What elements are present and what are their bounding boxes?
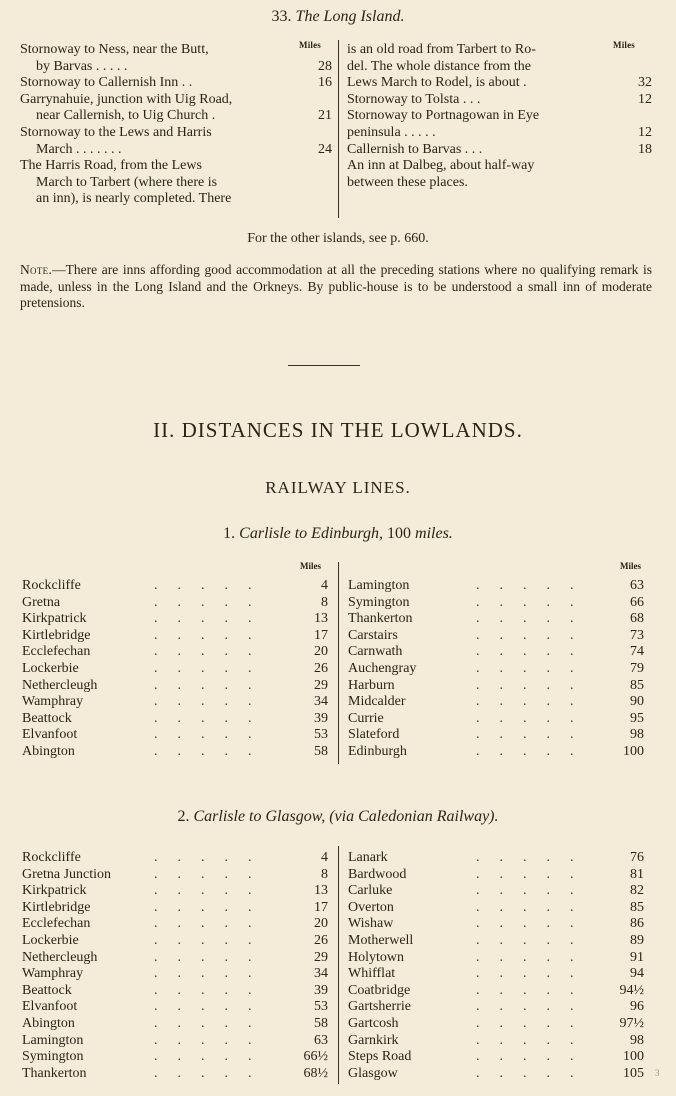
note-paragraph	[20, 262, 652, 312]
station-row	[348, 611, 644, 628]
station-name: Coatbridge	[348, 982, 411, 998]
station-name: Nethercleugh	[22, 677, 98, 693]
corner-mark: 3	[655, 1068, 660, 1078]
station-row	[348, 933, 644, 950]
entry-line: Stornoway to Portnagowan in Eye	[347, 108, 540, 124]
station-name: Kirtlebridge	[22, 627, 91, 643]
station-row	[348, 1033, 644, 1050]
leader-dots: .....	[154, 1015, 272, 1031]
subsection-title: RAILWAY LINES.	[265, 478, 411, 497]
leader-dots: .....	[476, 932, 594, 948]
station-row	[22, 867, 328, 884]
route-1-divider	[338, 562, 339, 764]
station-miles: 20	[314, 916, 328, 932]
station-row	[348, 694, 644, 711]
route-1-title	[0, 525, 676, 543]
station-name: Midcalder	[348, 694, 406, 710]
station-name: Thankerton	[348, 611, 413, 627]
entry-line: March . . . . . . .	[36, 141, 122, 157]
leader-dots: .....	[154, 594, 272, 610]
station-name: Carluke	[348, 883, 393, 899]
entry-line: is an old road from Tarbert to Ro-	[347, 42, 536, 57]
station-miles: 90	[630, 694, 644, 710]
station-name: Nethercleugh	[22, 949, 98, 965]
route-2-title	[0, 808, 676, 826]
station-name: Slateford	[348, 727, 400, 743]
station-miles: 81	[630, 866, 644, 882]
leader-dots: .....	[154, 1049, 272, 1065]
leader-dots: .....	[476, 594, 594, 610]
station-miles: 53	[314, 999, 328, 1015]
station-name: Steps Road	[348, 1049, 412, 1065]
leader-dots: .....	[154, 949, 272, 965]
leader-dots: .....	[476, 694, 594, 710]
station-miles: 100	[623, 743, 644, 759]
leader-dots: .....	[476, 866, 594, 882]
station-miles: 96	[630, 999, 644, 1015]
route-2-divider	[338, 846, 339, 1084]
leader-dots: .....	[154, 966, 272, 982]
station-miles: 8	[321, 866, 328, 882]
station-name: Beattock	[22, 982, 72, 998]
distance-entry	[20, 158, 332, 208]
route-1-name: Carlisle to Edinburgh,	[239, 525, 384, 542]
station-miles: 91	[630, 949, 644, 965]
leader-dots: .....	[476, 677, 594, 693]
station-name: Holytown	[348, 949, 404, 965]
entry-line: Callernish to Barvas . . .	[347, 141, 483, 157]
station-row	[348, 966, 644, 983]
station-row	[22, 1016, 328, 1033]
station-name: Elvanfoot	[22, 727, 78, 743]
leader-dots: .....	[476, 883, 594, 899]
station-miles: 4	[321, 578, 328, 593]
station-name: Gartsherrie	[348, 999, 411, 1015]
leader-dots: .....	[154, 916, 272, 932]
entry-line: The Harris Road, from the Lews	[20, 158, 202, 174]
station-miles: 66½	[303, 1049, 328, 1065]
station-name: Lanark	[348, 850, 388, 865]
route-2-left-column	[22, 850, 328, 1082]
distance-entry	[347, 142, 652, 159]
entry-line: by Barvas . . . . .	[36, 58, 128, 74]
station-row	[348, 867, 644, 884]
leader-dots: .....	[154, 932, 272, 948]
heading-number: 33.	[271, 8, 292, 25]
station-miles: 68	[630, 611, 644, 627]
leader-dots: .....	[476, 1065, 594, 1081]
station-name: Lockerbie	[22, 660, 79, 676]
leader-dots: .....	[154, 883, 272, 899]
leader-dots: .....	[476, 1032, 594, 1048]
station-miles: 95	[630, 710, 644, 726]
station-miles: 29	[314, 677, 328, 693]
station-miles: 13	[314, 611, 328, 627]
station-miles: 76	[630, 850, 644, 865]
station-miles: 86	[630, 916, 644, 932]
station-name: Wamphray	[22, 966, 84, 982]
leader-dots: .....	[154, 1032, 272, 1048]
leader-dots: .....	[154, 850, 272, 865]
entry-line: Lews March to Rodel, is about .	[347, 75, 527, 91]
distance-entry	[20, 75, 332, 92]
station-miles: 4	[321, 850, 328, 865]
leader-dots: .....	[476, 1015, 594, 1031]
note-label: Note.	[20, 262, 53, 277]
leader-dots: .....	[154, 710, 272, 726]
station-name: Lockerbie	[22, 932, 79, 948]
station-miles: 73	[630, 627, 644, 643]
station-row	[348, 1049, 644, 1066]
route-1-distance: 100	[387, 525, 412, 542]
station-row	[22, 644, 328, 661]
station-name: Carnwath	[348, 644, 403, 660]
station-row	[22, 611, 328, 628]
station-miles: 20	[314, 644, 328, 660]
station-miles: 85	[630, 899, 644, 915]
leader-dots: .....	[476, 999, 594, 1015]
station-miles: 63	[314, 1032, 328, 1048]
station-miles: 74	[630, 644, 644, 660]
station-row	[348, 644, 644, 661]
station-row	[348, 628, 644, 645]
station-row	[22, 1066, 328, 1083]
station-name: Gartcosh	[348, 1015, 399, 1031]
leader-dots: .....	[154, 866, 272, 882]
station-name: Kirkpatrick	[22, 611, 87, 627]
distance-entry	[20, 42, 332, 75]
station-miles: 105	[623, 1065, 644, 1081]
station-miles: 82	[630, 883, 644, 899]
station-row	[22, 678, 328, 695]
entry-miles: 16	[318, 75, 332, 91]
entry-line: del. The whole distance from the	[347, 58, 532, 74]
entry-line: Garrynahuie, junction with Uig Road,	[20, 91, 233, 107]
station-name: Symington	[348, 594, 410, 610]
entry-line: an inn), is nearly completed. There	[36, 191, 232, 207]
station-miles: 39	[314, 710, 328, 726]
station-row	[22, 883, 328, 900]
station-miles: 26	[314, 660, 328, 676]
station-miles: 17	[314, 899, 328, 915]
station-name: Rockcliffe	[22, 578, 81, 593]
leader-dots: .....	[476, 899, 594, 915]
station-row	[348, 950, 644, 967]
station-row	[348, 711, 644, 728]
station-row	[22, 966, 328, 983]
station-name: Edinburgh	[348, 743, 407, 759]
leader-dots: .....	[154, 627, 272, 643]
leader-dots: .....	[476, 1049, 594, 1065]
station-name: Garnkirk	[348, 1032, 399, 1048]
route-2-number: 2.	[177, 808, 190, 825]
leader-dots: .....	[154, 999, 272, 1015]
leader-dots: .....	[154, 899, 272, 915]
entry-miles: 12	[638, 124, 652, 140]
other-islands-note: For the other islands, see p. 660.	[247, 231, 429, 246]
station-row	[22, 916, 328, 933]
station-miles: 39	[314, 982, 328, 998]
station-name: Ecclefechan	[22, 916, 91, 932]
distance-entry	[20, 92, 332, 125]
station-name: Symington	[22, 1049, 84, 1065]
entry-line: Stornoway to Ness, near the Butt,	[20, 42, 209, 57]
long-island-right-column	[347, 42, 652, 191]
miles-header-right: Miles	[613, 40, 635, 50]
station-name: Wishaw	[348, 916, 394, 932]
station-row	[348, 678, 644, 695]
station-name: Kirkpatrick	[22, 883, 87, 899]
route-1-left-column	[22, 578, 328, 761]
leader-dots: .....	[154, 578, 272, 593]
station-name: Gretna Junction	[22, 866, 112, 882]
leader-dots: .....	[476, 710, 594, 726]
station-row	[348, 883, 644, 900]
station-name: Currie	[348, 710, 384, 726]
station-row	[348, 850, 644, 867]
station-row	[348, 900, 644, 917]
station-name: Auchengray	[348, 660, 417, 676]
station-row	[22, 900, 328, 917]
station-row	[22, 744, 328, 761]
leader-dots: .....	[154, 727, 272, 743]
leader-dots: .....	[154, 1065, 272, 1081]
station-miles: 8	[321, 594, 328, 610]
route-2-name: Carlisle to Glasgow,	[193, 808, 326, 825]
station-row	[22, 1033, 328, 1050]
station-row	[348, 727, 644, 744]
station-miles: 34	[314, 966, 328, 982]
route-1-unit: miles.	[415, 525, 453, 542]
station-name: Elvanfoot	[22, 999, 78, 1015]
station-miles: 29	[314, 949, 328, 965]
station-miles: 94	[630, 966, 644, 982]
station-name: Glasgow	[348, 1065, 398, 1081]
entry-miles: 28	[318, 58, 332, 74]
station-miles: 58	[314, 743, 328, 759]
long-island-heading	[0, 8, 676, 26]
station-miles: 94½	[619, 982, 644, 998]
distance-entry	[347, 42, 652, 92]
section-title: II. DISTANCES IN THE LOWLANDS.	[153, 418, 523, 442]
station-miles: 97½	[619, 1015, 644, 1031]
leader-dots: .....	[476, 916, 594, 932]
station-row	[22, 999, 328, 1016]
station-row	[22, 1049, 328, 1066]
leader-dots: .....	[154, 982, 272, 998]
note-text: —There are inns affording good accommodation at all the preceding stations where no qualifying remark is made, unless in the Long Island and the Orkneys. By public-house is to be understood a small inn of moderate pretensions.	[20, 262, 652, 310]
station-name: Whifflat	[348, 966, 396, 982]
station-row	[22, 983, 328, 1000]
station-miles: 98	[630, 727, 644, 743]
station-miles: 58	[314, 1015, 328, 1031]
leader-dots: .....	[154, 677, 272, 693]
station-miles: 66	[630, 594, 644, 610]
station-row	[348, 1016, 644, 1033]
station-miles: 98	[630, 1032, 644, 1048]
station-name: Lamington	[348, 578, 410, 593]
entry-miles: 32	[638, 75, 652, 91]
station-miles: 17	[314, 627, 328, 643]
route-1-miles-header-right: Miles	[620, 561, 641, 571]
station-miles: 13	[314, 883, 328, 899]
leader-dots: .....	[476, 966, 594, 982]
leader-dots: .....	[476, 727, 594, 743]
station-row	[22, 595, 328, 612]
leader-dots: .....	[476, 578, 594, 593]
station-name: Lamington	[22, 1032, 84, 1048]
station-row	[22, 850, 328, 867]
station-name: Harburn	[348, 677, 395, 693]
station-name: Bardwood	[348, 866, 407, 882]
entry-line: near Callernish, to Uig Church .	[36, 108, 216, 124]
station-name: Abington	[22, 1015, 75, 1031]
station-name: Beattock	[22, 710, 72, 726]
distance-entry	[20, 125, 332, 158]
entry-miles: 24	[318, 141, 332, 157]
entry-line: Stornoway to Callernish Inn . .	[20, 75, 193, 91]
station-name: Kirtlebridge	[22, 899, 91, 915]
station-row	[348, 1066, 644, 1083]
leader-dots: .....	[154, 694, 272, 710]
station-miles: 89	[630, 932, 644, 948]
leader-dots: .....	[154, 660, 272, 676]
station-row	[22, 628, 328, 645]
station-miles: 26	[314, 932, 328, 948]
leader-dots: .....	[476, 743, 594, 759]
station-name: Wamphray	[22, 694, 84, 710]
station-row	[348, 595, 644, 612]
station-name: Gretna	[22, 594, 61, 610]
route-1-number: 1.	[223, 525, 236, 542]
column-divider	[338, 40, 339, 218]
station-name: Rockcliffe	[22, 850, 81, 865]
station-miles: 34	[314, 694, 328, 710]
entry-line: peninsula . . . . .	[347, 124, 436, 140]
station-row	[22, 578, 328, 595]
heading-title: The Long Island.	[295, 8, 405, 25]
long-island-left-column	[20, 42, 332, 208]
distance-entry	[347, 108, 652, 141]
leader-dots: .....	[154, 611, 272, 627]
station-name: Abington	[22, 743, 75, 759]
station-miles: 85	[630, 677, 644, 693]
miles-header-left: Miles	[299, 40, 321, 50]
station-name: Motherwell	[348, 932, 414, 948]
station-miles: 79	[630, 660, 644, 676]
distance-entry	[347, 92, 652, 109]
station-row	[22, 727, 328, 744]
leader-dots: .....	[476, 644, 594, 660]
entry-miles: 21	[318, 108, 332, 124]
station-row	[348, 578, 644, 595]
station-name: Carstairs	[348, 627, 398, 643]
route-2-right-column	[348, 850, 644, 1082]
station-row	[348, 983, 644, 1000]
leader-dots: .....	[476, 611, 594, 627]
section-rule	[288, 365, 360, 366]
station-row	[22, 711, 328, 728]
station-miles: 68½	[303, 1065, 328, 1081]
station-miles: 100	[623, 1049, 644, 1065]
station-row	[22, 950, 328, 967]
station-name: Overton	[348, 899, 394, 915]
leader-dots: .....	[476, 949, 594, 965]
route-2-via: (via Caledonian Railway).	[329, 808, 499, 825]
leader-dots: .....	[476, 660, 594, 676]
route-1-miles-header-left: Miles	[300, 561, 321, 571]
entry-line: between these places.	[347, 174, 468, 190]
entry-line: An inn at Dalbeg, about half-way	[347, 158, 535, 174]
leader-dots: .....	[476, 627, 594, 643]
entry-line: Stornoway to the Lews and Harris	[20, 124, 212, 140]
station-row	[22, 661, 328, 678]
station-row	[348, 916, 644, 933]
station-name: Thankerton	[22, 1065, 87, 1081]
station-miles: 63	[630, 578, 644, 593]
distance-entry	[347, 158, 652, 191]
leader-dots: .....	[154, 743, 272, 759]
station-row	[22, 933, 328, 950]
station-row	[348, 744, 644, 761]
leader-dots: .....	[154, 644, 272, 660]
entry-line: March to Tarbert (where there is	[36, 174, 218, 190]
station-name: Ecclefechan	[22, 644, 91, 660]
entry-miles: 12	[638, 91, 652, 107]
entry-line: Stornoway to Tolsta . . .	[347, 91, 481, 107]
entry-miles: 18	[638, 141, 652, 157]
leader-dots: .....	[476, 850, 594, 865]
leader-dots: .....	[476, 982, 594, 998]
station-row	[22, 694, 328, 711]
station-row	[348, 661, 644, 678]
station-miles: 53	[314, 727, 328, 743]
route-1-right-column	[348, 578, 644, 761]
station-row	[348, 999, 644, 1016]
